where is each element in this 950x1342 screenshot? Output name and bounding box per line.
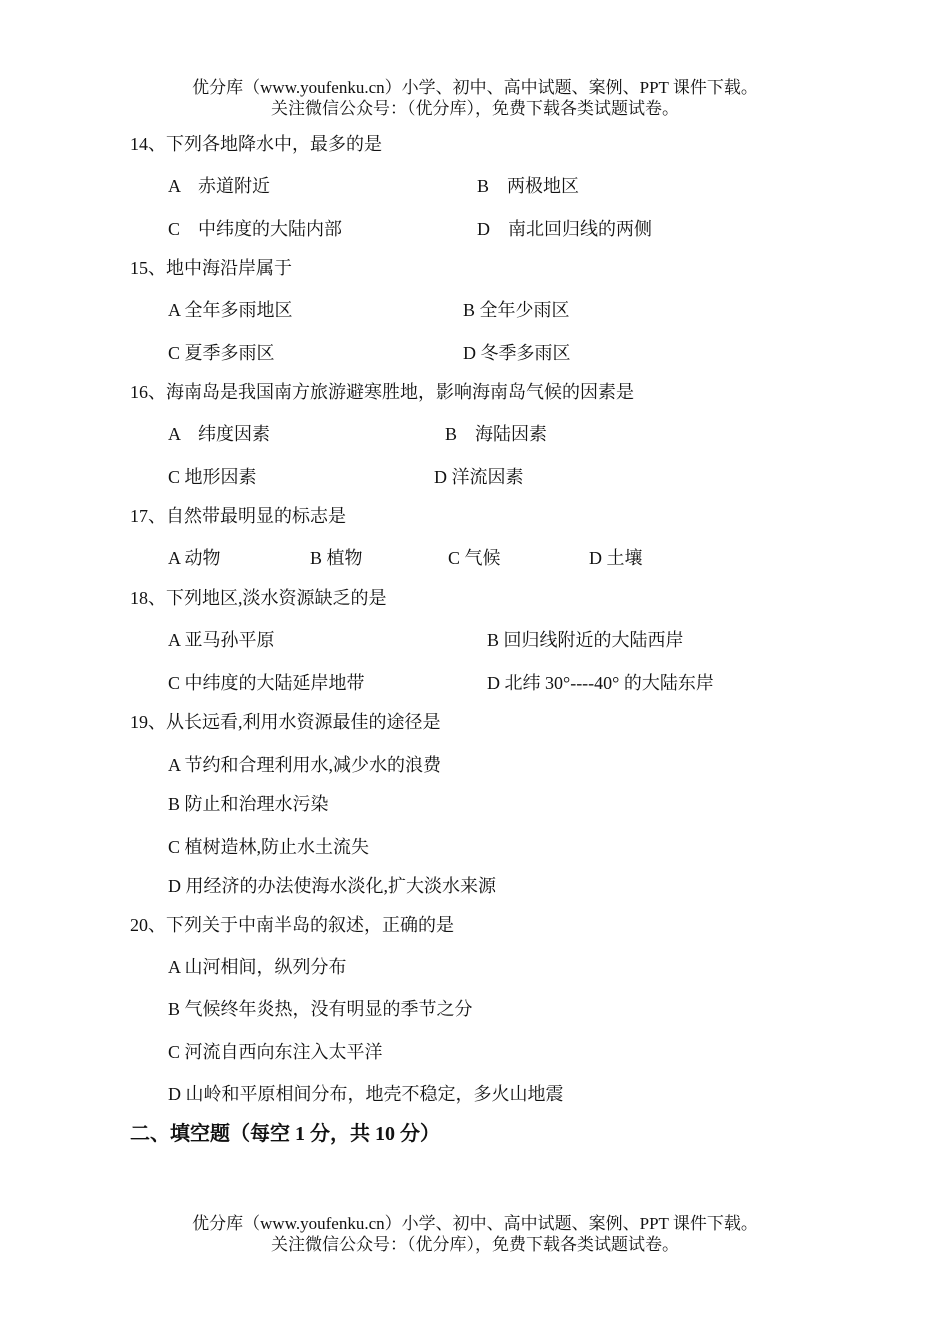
question-16-option-b: B 海陆因素 (445, 424, 548, 444)
question-17-option-a: A 动物 (168, 548, 221, 568)
page-header (0, 77, 950, 119)
question-16-stem: 16、海南岛是我国南方旅游避寒胜地，影响海南岛气候的因素是 (130, 382, 634, 402)
question-16-option-c: C 地形因素 (168, 467, 257, 487)
question-19-option-a: A 节约和合理利用水,减少水的浪费 (168, 755, 442, 775)
question-15-option-b: B 全年少雨区 (463, 300, 570, 320)
question-19-stem: 19、从长远看,利用水资源最佳的途径是 (130, 712, 441, 732)
question-17-stem: 17、自然带最明显的标志是 (130, 506, 346, 526)
question-20-option-d: D 山岭和平原相间分布，地壳不稳定，多火山地震 (168, 1084, 564, 1104)
question-18-option-a: A 亚马孙平原 (168, 630, 275, 650)
question-14-option-c: C 中纬度的大陆内部 (168, 219, 343, 239)
question-20-option-c: C 河流自西向东注入太平洋 (168, 1042, 383, 1062)
question-20-option-a: A 山河相间，纵列分布 (168, 957, 347, 977)
question-18-option-d: D 北纬 30°----40° 的大陆东岸 (487, 673, 714, 693)
question-17-option-d: D 土壤 (589, 548, 643, 568)
question-15-option-a: A 全年多雨地区 (168, 300, 293, 320)
question-18-option-b: B 回归线附近的大陆西岸 (487, 630, 684, 650)
question-18-stem: 18、下列地区,淡水资源缺乏的是 (130, 588, 387, 608)
question-17-option-b: B 植物 (310, 548, 363, 568)
question-14-option-a: A 赤道附近 (168, 176, 271, 196)
question-20-option-b: B 气候终年炎热，没有明显的季节之分 (168, 999, 473, 1019)
question-15-option-c: C 夏季多雨区 (168, 343, 275, 363)
question-19-option-d: D 用经济的办法使海水淡化,扩大淡水来源 (168, 876, 496, 896)
question-16-option-d: D 洋流因素 (434, 467, 524, 487)
question-14-option-d: D 南北回归线的两侧 (477, 219, 652, 239)
question-20-stem: 20、下列关于中南半岛的叙述，正确的是 (130, 915, 454, 935)
question-15-option-d: D 冬季多雨区 (463, 343, 571, 363)
question-14-option-b: B 两极地区 (477, 176, 580, 196)
question-19-option-b: B 防止和治理水污染 (168, 794, 329, 814)
question-18-option-c: C 中纬度的大陆延岸地带 (168, 673, 365, 693)
section-2-heading: 二、填空题（每空 1 分，共 10 分） (130, 1123, 440, 1145)
question-15-stem: 15、地中海沿岸属于 (130, 258, 292, 278)
question-17-option-c: C 气候 (448, 548, 501, 568)
footer-line-1: 优分库（www.youfenku.cn）小学、初中、高中试题、案例、PPT 课件下载。 (192, 1214, 758, 1233)
question-19-option-c: C 植树造林,防止水土流失 (168, 837, 370, 857)
question-16-option-a: A 纬度因素 (168, 424, 271, 444)
page-footer (0, 1213, 950, 1255)
footer-line-2: 关注微信公众号：（优分库），免费下载各类试题试卷。 (271, 1235, 679, 1254)
question-14-stem: 14、下列各地降水中，最多的是 (130, 134, 382, 154)
header-line-2: 关注微信公众号：（优分库），免费下载各类试题试卷。 (271, 99, 679, 118)
header-line-1: 优分库（www.youfenku.cn）小学、初中、高中试题、案例、PPT 课件下载。 (192, 78, 758, 97)
